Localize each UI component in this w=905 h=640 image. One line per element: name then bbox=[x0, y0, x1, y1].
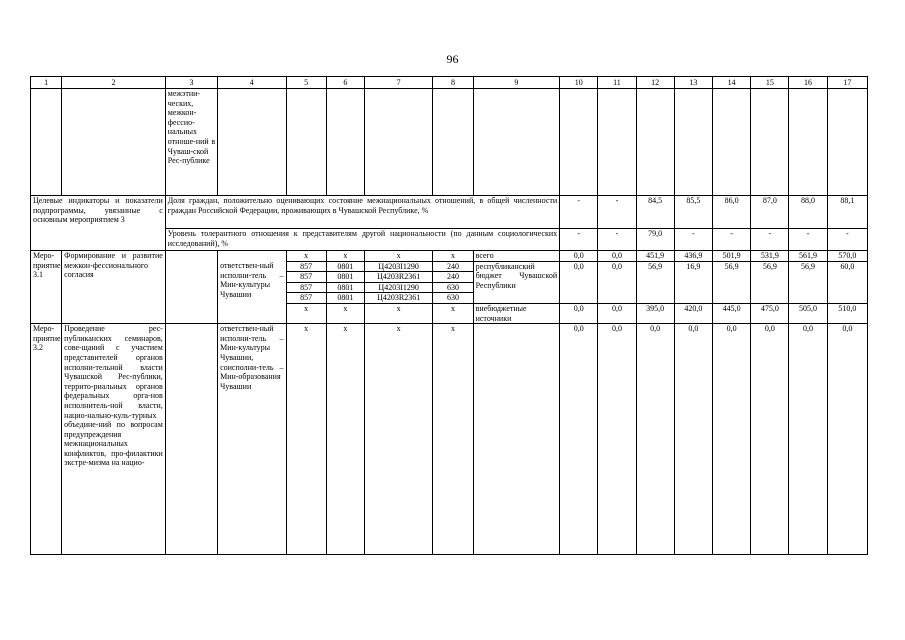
m32-row bbox=[31, 324, 868, 555]
column-number: 17 bbox=[827, 77, 867, 89]
indicator-value: - bbox=[789, 229, 827, 251]
column-number: 9 bbox=[473, 77, 560, 89]
column-number: 5 bbox=[286, 77, 326, 89]
indicator-text: Уровень толерантного отношения к представителям другой национальности (по данным социологических исследований), % bbox=[165, 229, 559, 251]
indicator-row bbox=[31, 196, 868, 229]
amount-cell: 0,0 bbox=[636, 324, 674, 555]
indicator-value: 88,1 bbox=[827, 196, 867, 229]
code-cell: x bbox=[286, 303, 326, 323]
amount-cell: 436,9 bbox=[674, 251, 712, 262]
amount-cell: 531,9 bbox=[751, 251, 789, 262]
indicators-label: Целевые индикаторы и показатели подпрограммы, увязанные с основным мероприятием 3 bbox=[31, 196, 166, 251]
indicator-value: - bbox=[560, 229, 598, 251]
code-cell: 0801 bbox=[327, 283, 364, 294]
m31-total-row bbox=[31, 251, 868, 262]
code-cell: Ц4203І1290 bbox=[365, 262, 432, 273]
continued-text: межэтни-ческих, межкон-фессио-нальных отноше-ний в Чуваш-ской Рес-публике bbox=[165, 89, 217, 196]
indicator-text: Доля граждан, положительно оценивающих состояние межнациональных отношений, в общей численности граждан Российской Федерации, проживающих в Чувашской Республике, % bbox=[165, 196, 559, 229]
measure-title: Проведение рес-публиканских семинаров, сове-щаний с участием представителей органов исполни-тельной власти Чувашской Рес-публики, террито-риальных органов федеральных орга-нов исполнитель-ной власти, нацио-нально-куль-турных объедине-ний по вопросам предупреждения межнациональных конфликтов, про-филактики экстре-мизма на нацио- bbox=[62, 324, 166, 555]
amount-cell: 505,0 bbox=[789, 303, 827, 323]
code-cell: 0801 bbox=[327, 262, 364, 273]
amount-cell: 60,0 bbox=[827, 261, 867, 303]
indicator-value: 84,5 bbox=[636, 196, 674, 229]
code-cell: x bbox=[286, 251, 326, 262]
amount-cell: 0,0 bbox=[751, 324, 789, 555]
amount-cell: 56,9 bbox=[712, 261, 750, 303]
column-number: 7 bbox=[364, 77, 432, 89]
column-number: 13 bbox=[674, 77, 712, 89]
amount-cell: 0,0 bbox=[827, 324, 867, 555]
code-cell: 630 bbox=[446, 293, 459, 303]
amount-cell: 56,9 bbox=[751, 261, 789, 303]
indicator-value: 85,5 bbox=[674, 196, 712, 229]
amount-cell: 0,0 bbox=[560, 251, 598, 262]
column-number: 4 bbox=[218, 77, 286, 89]
amount-cell: 56,9 bbox=[636, 261, 674, 303]
code-cell: x bbox=[433, 303, 473, 323]
indicator-value: - bbox=[712, 229, 750, 251]
indicator-value: 87,0 bbox=[751, 196, 789, 229]
funding-source: всего bbox=[473, 251, 560, 262]
code-cell: 240 bbox=[433, 272, 472, 283]
amount-cell: 510,0 bbox=[827, 303, 867, 323]
code-cell: 630 bbox=[433, 283, 472, 294]
column-number-row bbox=[31, 77, 868, 89]
column-number: 1 bbox=[31, 77, 62, 89]
indicator-value: - bbox=[674, 229, 712, 251]
funding-source: республиканский бюджет Чувашской Республики bbox=[473, 261, 560, 303]
amount-cell: 0,0 bbox=[674, 324, 712, 555]
code-cell: x bbox=[326, 303, 364, 323]
amount-cell: 420,0 bbox=[674, 303, 712, 323]
amount-cell: 0,0 bbox=[789, 324, 827, 555]
indicator-value: - bbox=[598, 229, 636, 251]
code-cell: Ц4203R2361 bbox=[365, 272, 432, 283]
column-number: 2 bbox=[62, 77, 166, 89]
code-cell: 857 bbox=[287, 272, 326, 283]
page-number: 96 bbox=[446, 52, 459, 66]
measure-number: Меро-приятие 3.1 bbox=[31, 251, 62, 324]
column-number: 16 bbox=[789, 77, 827, 89]
code-cell: 857 bbox=[300, 293, 313, 303]
column-number: 15 bbox=[751, 77, 789, 89]
code-cell: 240 bbox=[433, 262, 472, 273]
measure-title: Формирование и развитие межкон-фессионального согласия bbox=[62, 251, 166, 324]
amount-cell: 561,9 bbox=[789, 251, 827, 262]
amount-cell: 395,0 bbox=[636, 303, 674, 323]
indicator-value: - bbox=[751, 229, 789, 251]
indicator-value: 86,0 bbox=[712, 196, 750, 229]
indicator-value: - bbox=[827, 229, 867, 251]
program-table bbox=[30, 76, 868, 555]
code-cell: x bbox=[433, 251, 473, 262]
column-number: 11 bbox=[598, 77, 636, 89]
code-cell: 857 bbox=[287, 262, 326, 273]
indicator-value: - bbox=[598, 196, 636, 229]
indicator-value: 79,0 bbox=[636, 229, 674, 251]
column-number: 8 bbox=[433, 77, 473, 89]
amount-cell: 0,0 bbox=[560, 303, 598, 323]
amount-cell: 0,0 bbox=[598, 251, 636, 262]
amount-cell: 0,0 bbox=[598, 324, 636, 555]
column-number: 10 bbox=[560, 77, 598, 89]
amount-cell: 16,9 bbox=[674, 261, 712, 303]
code-cell: 0801 bbox=[337, 293, 354, 303]
code-cell: x bbox=[286, 324, 326, 555]
code-cell: x bbox=[326, 324, 364, 555]
indicator-value: - bbox=[560, 196, 598, 229]
code-cell: x bbox=[326, 251, 364, 262]
amount-cell: 445,0 bbox=[712, 303, 750, 323]
code-cell: x bbox=[364, 324, 432, 555]
code-cell: x bbox=[433, 324, 473, 555]
column-number: 3 bbox=[165, 77, 217, 89]
column-number: 14 bbox=[712, 77, 750, 89]
code-cell: x bbox=[364, 303, 432, 323]
responsible-executor: ответствен-ный исполни-тель – Мин-культуры Чувашии, соисполни-тель – Мин-образования Чувашии bbox=[218, 324, 286, 555]
amount-cell: 501,9 bbox=[712, 251, 750, 262]
column-number: 6 bbox=[326, 77, 364, 89]
indicator-value: 88,0 bbox=[789, 196, 827, 229]
amount-cell: 56,9 bbox=[789, 261, 827, 303]
amount-cell: 0,0 bbox=[598, 303, 636, 323]
funding-source: внебюджетные источники bbox=[473, 303, 560, 323]
code-cell: 857 bbox=[287, 283, 326, 294]
code-cell: Ц4203R2361 bbox=[377, 293, 421, 303]
amount-cell: 0,0 bbox=[560, 261, 598, 303]
continuation-row bbox=[31, 89, 868, 196]
code-cell: x bbox=[364, 251, 432, 262]
column-number: 12 bbox=[636, 77, 674, 89]
amount-cell: 0,0 bbox=[560, 324, 598, 555]
measure-number: Меро-приятие 3.2 bbox=[31, 324, 62, 555]
amount-cell: 475,0 bbox=[751, 303, 789, 323]
amount-cell: 0,0 bbox=[598, 261, 636, 303]
code-cell: Ц4203І1290 bbox=[365, 283, 432, 294]
responsible-executor: ответствен-ный исполни-тель – Мин-культуры Чувашии bbox=[218, 261, 286, 324]
amount-cell: 451,9 bbox=[636, 251, 674, 262]
amount-cell: 570,0 bbox=[827, 251, 867, 262]
amount-cell: 0,0 bbox=[712, 324, 750, 555]
code-cell: 0801 bbox=[327, 272, 364, 283]
